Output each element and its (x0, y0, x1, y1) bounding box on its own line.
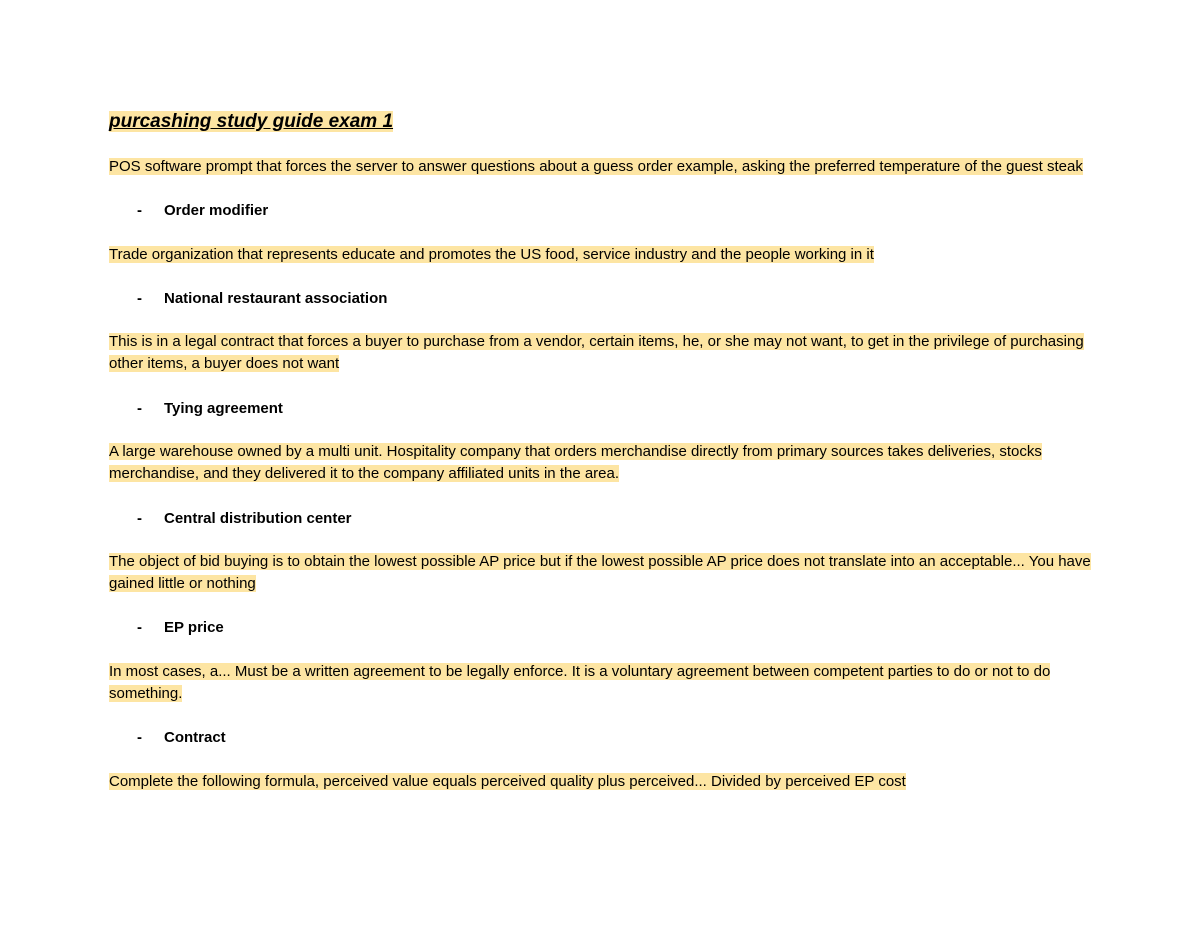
question-text: Trade organization that represents educate and promotes the US food, service industry and the people working in it (109, 246, 874, 263)
bullet-dash: - (137, 202, 142, 219)
answer-1 (137, 200, 268, 222)
question-5 (109, 551, 1099, 595)
answer-2 (137, 288, 387, 310)
answer-3 (137, 398, 283, 420)
question-text: POS software prompt that forces the server to answer questions about a guess order example, asking the preferred temperature of the guest steak (109, 158, 1083, 175)
answer-5 (137, 617, 224, 639)
question-6 (109, 661, 1099, 705)
page-title-text: purcashing study guide exam 1 (109, 111, 394, 132)
answer-text: Contract (164, 729, 226, 746)
question-7 (109, 771, 1099, 793)
question-4 (109, 441, 1099, 485)
question-text: This is in a legal contract that forces a buyer to purchase from a vendor, certain items, he, or she may not want, to get in the privilege of purchasing other items, a buyer does not want (109, 333, 1084, 372)
question-text: In most cases, a... Must be a written agreement to be legally enforce. It is a voluntary agreement between competent parties to do or not to do something. (109, 663, 1051, 702)
answer-text: National restaurant association (164, 290, 388, 307)
answer-text: Central distribution center (164, 510, 352, 527)
question-2 (109, 244, 1099, 266)
question-text: A large warehouse owned by a multi unit. Hospitality company that orders merchandise directly from primary sources takes deliveries, stocks merchandise, and they delivered it to the company affiliated units in the area. (109, 443, 1042, 482)
bullet-dash: - (137, 510, 142, 527)
bullet-dash: - (137, 290, 142, 307)
answer-4 (137, 508, 352, 530)
question-3 (109, 331, 1099, 375)
question-text: Complete the following formula, perceived value equals perceived quality plus perceived... Divided by perceived EP cost (109, 773, 906, 790)
question-text: The object of bid buying is to obtain the lowest possible AP price but if the lowest possible AP price does not translate into an acceptable... You have gained little or nothing (109, 553, 1091, 592)
question-1 (109, 156, 1099, 178)
bullet-dash: - (137, 729, 142, 746)
page-title (109, 110, 393, 134)
bullet-dash: - (137, 400, 142, 417)
answer-text: Tying agreement (164, 400, 283, 417)
answer-text: EP price (164, 619, 224, 636)
bullet-dash: - (137, 619, 142, 636)
answer-text: Order modifier (164, 202, 269, 219)
answer-6 (137, 727, 226, 749)
